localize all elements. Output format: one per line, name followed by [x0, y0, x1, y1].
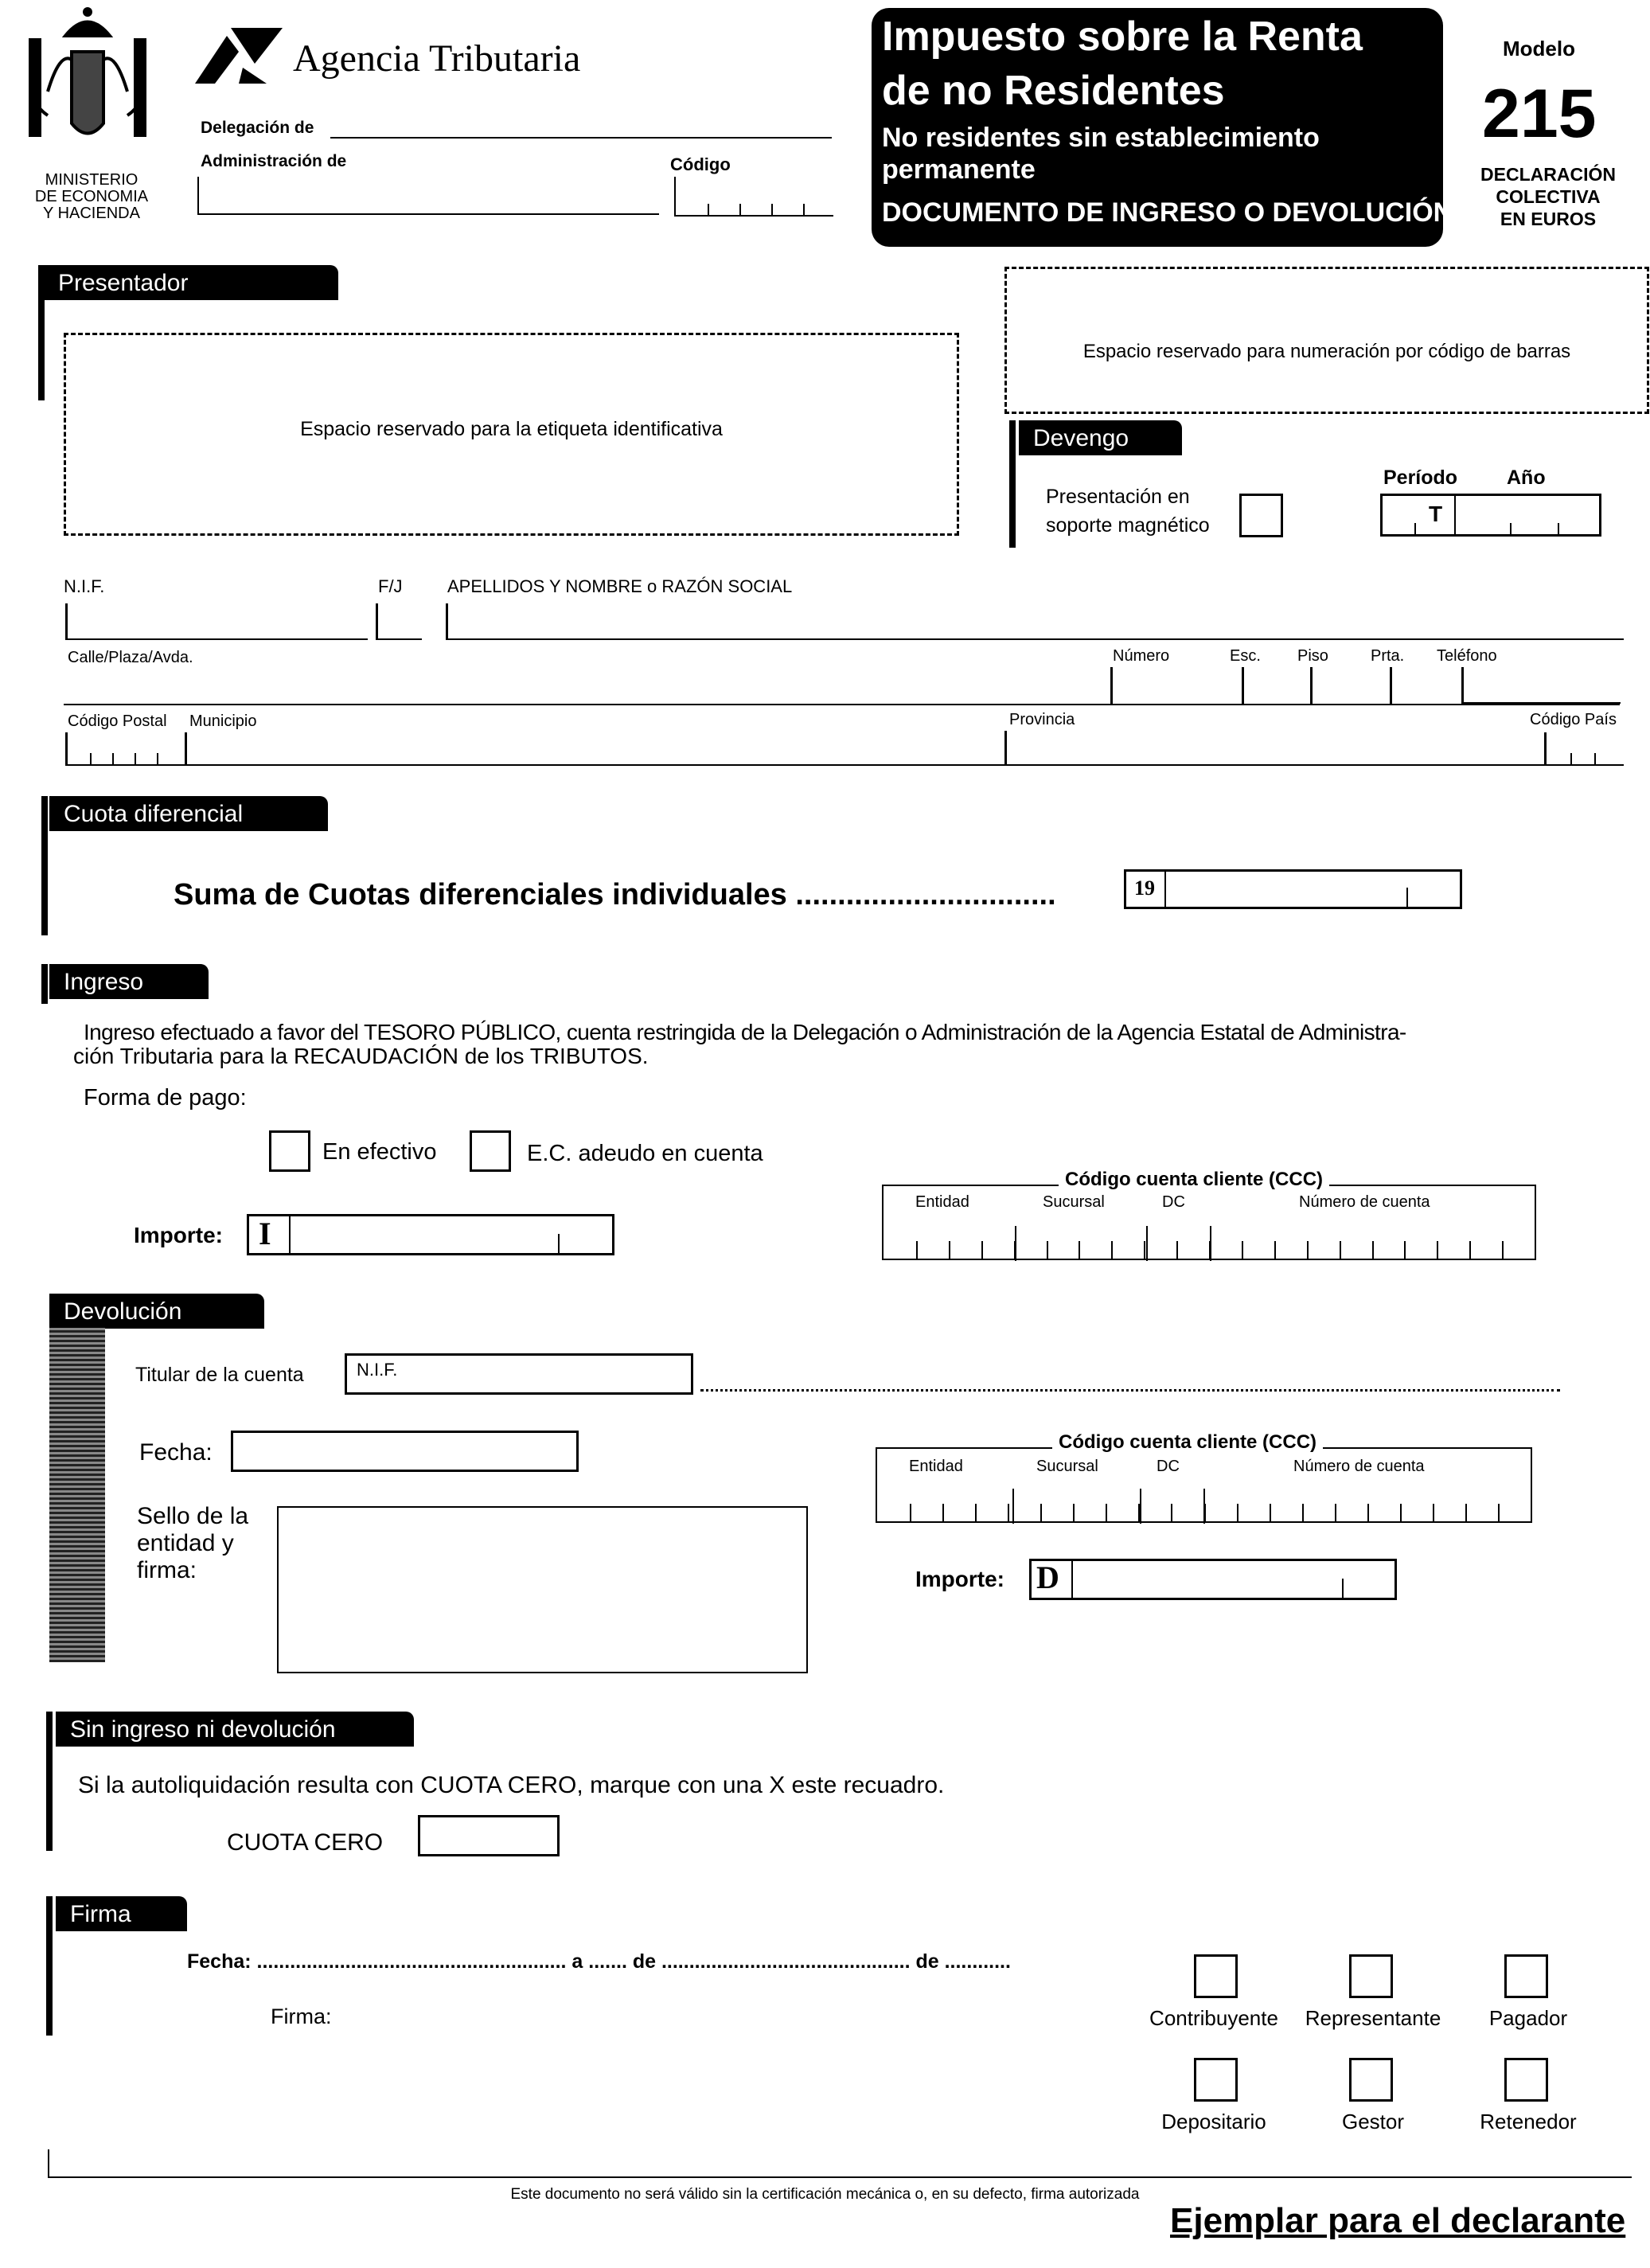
numero-label: Número [1113, 647, 1170, 665]
prta-field[interactable] [1390, 667, 1461, 704]
ccc-digit-separator [1437, 1241, 1438, 1259]
ccc-digit-separator [1274, 1241, 1276, 1259]
subtitle-line-1: No residentes sin establecimiento [882, 123, 1320, 153]
ccc-digit-separator [1171, 1504, 1172, 1521]
ccc-digit-separator [1079, 1241, 1080, 1259]
ccc-digit-separator [1469, 1241, 1471, 1259]
ccc-digit-separator [1144, 1241, 1145, 1259]
ccc-digit-separator [1404, 1241, 1406, 1259]
soporte-label-1: Presentación en [1046, 486, 1190, 508]
pais-field[interactable] [1544, 732, 1624, 766]
devolucion-dc-label: DC [1157, 1458, 1180, 1475]
agency-logo-icon [195, 28, 291, 88]
ccc-digit-separator [1335, 1504, 1336, 1521]
efectivo-label: En efectivo [322, 1139, 437, 1165]
ministry-name-1: MINISTERIO [45, 171, 138, 189]
agency-name: Agencia Tributaria [293, 37, 581, 80]
ccc-digit-separator [1040, 1504, 1042, 1521]
name-label: APELLIDOS Y NOMBRE o RAZÓN SOCIAL [447, 576, 793, 596]
ccc-digit-separator [942, 1504, 944, 1521]
cuota-cero-checkbox[interactable] [418, 1815, 560, 1856]
provincia-label: Provincia [1009, 711, 1075, 728]
cp-field[interactable] [65, 732, 185, 766]
ingreso-ccc-title: Código cuenta cliente (CCC) [1059, 1170, 1329, 1189]
ccc-digit-separator [1073, 1504, 1075, 1521]
esc-label: Esc. [1230, 647, 1261, 665]
devengo-bar [1009, 420, 1016, 548]
fj-field[interactable] [376, 603, 422, 640]
ccc-digit-separator [1204, 1504, 1206, 1521]
prta-label: Prta. [1371, 647, 1405, 665]
ccc-digit-separator [1302, 1504, 1304, 1521]
municipio-label: Municipio [189, 712, 257, 730]
devolucion-importe-code: D [1036, 1559, 1059, 1595]
cuota-heading: Cuota diferencial [49, 796, 328, 831]
depositario-checkbox[interactable] [1194, 2058, 1238, 2102]
soporte-label-2: soporte magnético [1046, 514, 1210, 537]
cuota-bar [41, 796, 48, 935]
ccc-digit-separator [1047, 1241, 1048, 1259]
declaracion-line-3: EN EUROS [1500, 209, 1597, 229]
doc-type: DOCUMENTO DE INGRESO O DEVOLUCIÓN [882, 197, 1453, 228]
modelo-number: 215 [1482, 76, 1597, 152]
ccc-digit-separator [1340, 1241, 1341, 1259]
pagador-label: Pagador [1488, 2006, 1568, 2030]
devolucion-sucursal-label: Sucursal [1036, 1458, 1098, 1475]
retenedor-label: Retenedor [1480, 2110, 1577, 2133]
presentador-heading: Presentador [44, 265, 338, 300]
sin-ingreso-heading: Sin ingreso ni devolución [56, 1712, 414, 1747]
delegacion-field[interactable] [330, 137, 832, 139]
presentador-bar [38, 265, 45, 400]
footer-copy: Ejemplar para el declarante [1170, 2201, 1626, 2240]
ccc-digit-separator [1465, 1504, 1467, 1521]
adeudo-label: E.C. adeudo en cuenta [527, 1141, 763, 1166]
footer-note: Este documento no será válido sin la certificación mecánica o, en su defecto, firma autorizada [510, 2186, 1140, 2203]
cuota-cero-label: CUOTA CERO [227, 1829, 384, 1856]
depositario-label: Depositario [1161, 2110, 1266, 2133]
barcode-space-text: Espacio reservado para numeración por código de barras [1082, 341, 1571, 362]
piso-label: Piso [1297, 647, 1328, 665]
ccc-digit-separator [910, 1504, 911, 1521]
anio-label: Año [1507, 466, 1546, 489]
representante-label: Representante [1305, 2006, 1441, 2030]
codigo-label: Código [670, 154, 731, 174]
devolucion-entidad-label: Entidad [909, 1458, 963, 1475]
ccc-digit-separator [1498, 1504, 1500, 1521]
devolucion-heading: Devolución [49, 1294, 264, 1329]
devolucion-ccc-title: Código cuenta cliente (CCC) [1052, 1433, 1323, 1452]
municipio-field[interactable] [185, 732, 1004, 766]
declaracion-line-1: DECLARACIÓN [1480, 164, 1616, 185]
ingreso-sucursal-label: Sucursal [1043, 1193, 1105, 1211]
sin-ingreso-text: Si la autoliquidación resulta con CUOTA CERO, marque con una X este recuadro. [78, 1772, 945, 1798]
titular-label: Titular de la cuenta [135, 1364, 304, 1386]
title-line-2: de no Residentes [882, 68, 1225, 114]
sello-label-3: firma: [137, 1557, 197, 1583]
ccc-digit-separator [1372, 1241, 1374, 1259]
ccc-digit-separator [916, 1241, 918, 1259]
ingreso-text-2: ción Tributaria para la RECAUDACIÓN de los TRIBUTOS. [73, 1044, 649, 1068]
firma-bar [46, 1896, 53, 2036]
periodo-label: Período [1383, 466, 1458, 489]
coat-of-arms-icon [16, 4, 159, 171]
cp-label: Código Postal [68, 712, 167, 730]
pagador-checkbox[interactable] [1504, 1954, 1548, 1998]
telefono-label: Teléfono [1437, 647, 1497, 665]
sin-ingreso-bar [46, 1712, 53, 1851]
delegacion-label: Delegación de [201, 119, 314, 137]
firma-fecha-line: Fecha: ........................................................ a ....... de ............................................. de ............ [187, 1950, 1011, 1973]
ccc-digit-separator [949, 1241, 950, 1259]
firma-label: Firma: [271, 2005, 332, 2028]
devolucion-numero-cuenta-label: Número de cuenta [1293, 1458, 1425, 1475]
gestor-checkbox[interactable] [1349, 2058, 1393, 2102]
sello-field[interactable] [277, 1506, 808, 1673]
ccc-digit-separator [981, 1241, 983, 1259]
ccc-digit-separator [1307, 1241, 1309, 1259]
representante-checkbox[interactable] [1349, 1954, 1393, 1998]
ccc-digit-separator [1111, 1241, 1113, 1259]
ccc-digit-separator [1106, 1504, 1107, 1521]
ingreso-heading: Ingreso [49, 964, 209, 999]
soporte-magnetico-checkbox[interactable] [1239, 494, 1283, 537]
titular-name-field[interactable] [700, 1389, 1560, 1392]
firma-area-frame [48, 2149, 1632, 2178]
devolucion-ccc-box[interactable] [876, 1447, 1532, 1523]
telefono-field[interactable] [1461, 667, 1621, 704]
street-field[interactable] [64, 704, 1114, 705]
ministry-name-2: DE ECONOMIA [34, 188, 149, 205]
numero-field[interactable] [1110, 667, 1242, 704]
declaracion-line-2: COLECTIVA [1496, 186, 1601, 207]
forma-pago-label: Forma de pago: [84, 1085, 247, 1111]
ccc-digit-separator [1209, 1241, 1211, 1259]
contribuyente-checkbox[interactable] [1194, 1954, 1238, 1998]
adeudo-checkbox[interactable] [470, 1130, 511, 1172]
provincia-field[interactable] [1004, 731, 1546, 766]
ccc-digit-separator [1270, 1504, 1271, 1521]
devolucion-fecha-field[interactable] [231, 1431, 579, 1472]
sello-label-2: entidad y [137, 1530, 234, 1556]
title-line-1: Impuesto sobre la Renta [882, 14, 1363, 60]
devolucion-importe-field[interactable] [1029, 1559, 1397, 1600]
retenedor-checkbox[interactable] [1504, 2058, 1548, 2102]
ccc-digit-separator [1367, 1504, 1369, 1521]
ingreso-importe-code: I [259, 1216, 271, 1251]
cuota-box[interactable] [1124, 869, 1462, 909]
ccc-digit-separator [1242, 1241, 1243, 1259]
ccc-digit-separator [1502, 1241, 1504, 1259]
titular-nif-label: N.I.F. [357, 1360, 398, 1380]
devengo-heading: Devengo [1019, 420, 1182, 455]
ccc-digit-separator [975, 1504, 977, 1521]
pais-label: Código País [1530, 711, 1617, 728]
street-label: Calle/Plaza/Avda. [68, 649, 193, 666]
ingreso-bar [41, 964, 48, 1004]
ccc-digit-separator [1176, 1241, 1178, 1259]
sello-label-1: Sello de la [137, 1503, 249, 1529]
ingreso-importe-field[interactable] [247, 1214, 614, 1255]
cuota-box-code: 19 [1134, 876, 1155, 900]
ingreso-ccc-box[interactable] [882, 1185, 1536, 1260]
periodo-anio-field[interactable] [1380, 494, 1601, 537]
devolucion-fecha-label: Fecha: [139, 1439, 213, 1466]
periodo-value: T [1429, 502, 1443, 526]
devolucion-bar [49, 1328, 105, 1662]
ingreso-importe-label: Importe: [134, 1223, 223, 1247]
piso-field[interactable] [1310, 667, 1390, 704]
ccc-digit-separator [1014, 1241, 1016, 1259]
suma-cuotas-label: Suma de Cuotas diferenciales individuales ............................... [174, 878, 1056, 911]
nif-label: N.I.F. [64, 576, 105, 596]
ingreso-text-1: Ingreso efectuado a favor del TESORO PÚBLICO, cuenta restringida de la Delegación o Administración de la Agencia Estatal de Administra- [84, 1020, 1406, 1044]
ministry-name-3: Y HACIENDA [43, 205, 140, 222]
modelo-label: Modelo [1503, 37, 1575, 61]
administracion-field[interactable] [197, 177, 659, 215]
ccc-digit-separator [1138, 1504, 1140, 1521]
label-space-text: Espacio reservado para la etiqueta identificativa [300, 418, 723, 440]
name-field[interactable] [446, 603, 1624, 640]
nif-field[interactable] [65, 603, 368, 640]
esc-field[interactable] [1242, 667, 1310, 704]
gestor-label: Gestor [1341, 2110, 1405, 2133]
ccc-digit-separator [1008, 1504, 1009, 1521]
efectivo-checkbox[interactable] [269, 1130, 310, 1172]
ccc-digit-separator [1400, 1504, 1402, 1521]
subtitle-line-2: permanente [882, 154, 1036, 185]
ccc-digit-separator [1237, 1504, 1238, 1521]
devolucion-importe-label: Importe: [915, 1567, 1004, 1591]
fj-label: F/J [378, 576, 403, 596]
administracion-label: Administración de [201, 152, 347, 170]
ingreso-numero-cuenta-label: Número de cuenta [1299, 1193, 1430, 1211]
ingreso-entidad-label: Entidad [915, 1193, 969, 1211]
ccc-digit-separator [1433, 1504, 1434, 1521]
firma-heading: Firma [56, 1896, 187, 1931]
contribuyente-label: Contribuyente [1149, 2006, 1278, 2030]
ingreso-dc-label: DC [1162, 1193, 1185, 1211]
codigo-field[interactable] [674, 177, 833, 217]
